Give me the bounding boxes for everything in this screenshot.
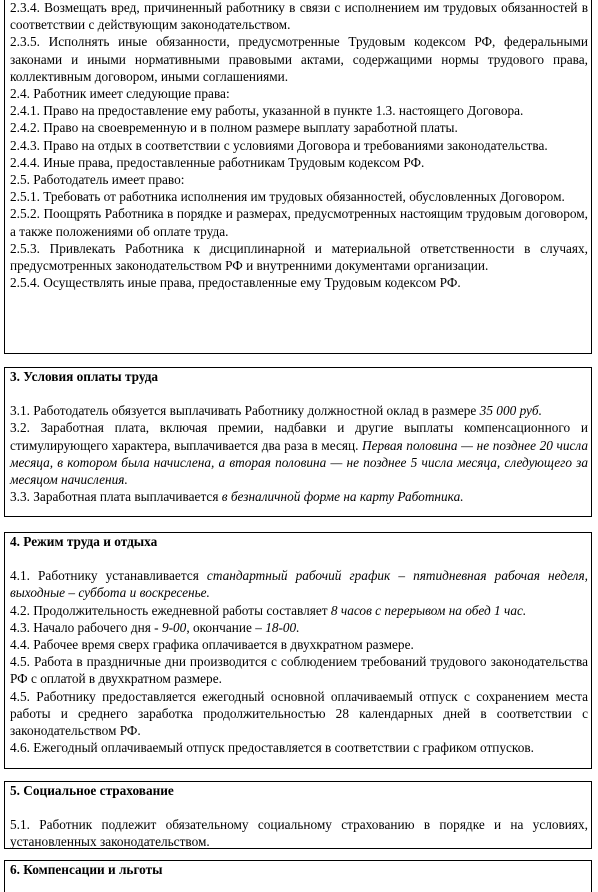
section-3-heading: 3. Условия оплаты труда <box>10 369 159 384</box>
clause-4-1-italic: стандартный рабочий график – пятидневная рабочая неделя, выходные – суббота и воскресенье. <box>10 568 588 601</box>
clause-3-3-italic: в безналичной форме на карту Работника. <box>221 489 464 505</box>
section-4-box <box>4 532 592 769</box>
clause-2-4: 2.4. Работник имеет следующие права: <box>10 86 230 102</box>
clause-4-2 <box>10 602 588 619</box>
clause-2-5-2: 2.5.2. Поощрять Работника в порядке и размерах, предусмотренных настоящим трудовым договором, а также положениями об оплате труда. <box>10 206 588 239</box>
clause-4-1 <box>10 567 588 601</box>
clause-3-3-text: 3.3. Заработная плата выплачивается <box>10 489 222 505</box>
clause-2-3-4: 2.3.4. Возмещать вред, причиненный работнику в связи с исполнением им трудовых обязанностей в соответствии с действующим законодательством. <box>10 0 588 33</box>
section-5-box <box>4 781 592 849</box>
section-5-heading: 5. Социальное страхование <box>10 783 174 798</box>
clause-2-5-1: 2.5.1. Требовать от работника исполнения им трудовых обязанностей, обусловленных Договором. <box>10 189 565 205</box>
clause-2-5: 2.5. Работодатель имеет право: <box>10 172 185 188</box>
section-3-box <box>4 367 592 517</box>
clause-3-1-italic: 35 000 руб. <box>479 403 542 419</box>
clause-5-1: 5.1. Работник подлежит обязательному социальному страхованию в порядке и на условиях, установленных законодательством. <box>10 817 588 850</box>
clause-2-4-1: 2.4.1. Право на предоставление ему работы, указанной в пункте 1.3. настоящего Договора. <box>10 103 524 119</box>
section-2-box <box>4 0 592 354</box>
clause-2-4-3: 2.4.3. Право на отдых в соответствии с условиями Договора и требованиями законодательства. <box>10 137 548 153</box>
clause-4-3-text-b: , окончание – <box>186 619 266 635</box>
clause-3-1-text: 3.1. Работодатель обязуется выплачивать Работнику должностной оклад в размере <box>10 403 480 419</box>
clause-2-5-3: 2.5.3. Привлекать Работника к дисциплинарной и материальной ответственности в случаях, предусмотренных законодательством РФ и внутренними документами организации. <box>10 240 588 274</box>
clause-2-4-2: 2.4.2. Право на своевременную и в полном размере выплату заработной платы. <box>10 120 458 136</box>
section-4-heading: 4. Режим труда и отдыха <box>10 534 158 549</box>
section-6-box <box>4 860 592 892</box>
clause-4-3-text-a: 4.3. Начало рабочего дня - <box>10 619 162 635</box>
clause-4-5-holidays: 4.5. Работа в праздничные дни производится с соблюдением требований трудового законодательства РФ с оплатой в двухкратном размере. <box>10 654 588 687</box>
clause-4-2-text: 4.2. Продолжительность ежедневной работы составляет <box>10 602 331 618</box>
clause-4-3-end-time: 18-00. <box>265 619 300 635</box>
clause-3-3 <box>10 488 588 505</box>
clause-4-1-text: 4.1. Работнику устанавливается <box>10 568 207 584</box>
clause-3-2-text: 3.2. Заработная плата, включая премии, надбавки и другие выплаты компенсационного и стимулирующего характера, выплачивается два раза в месяц. <box>10 420 588 453</box>
clause-4-4: 4.4. Рабочее время сверх графика оплачивается в двухкратном размере. <box>10 637 414 653</box>
clause-4-6: 4.6. Ежегодный оплачиваемый отпуск предоставляется в соответствии с графиком отпусков. <box>10 740 534 756</box>
clause-3-2 <box>10 419 588 488</box>
clause-4-3-start-time: 9-00 <box>161 619 187 635</box>
clause-4-3 <box>10 619 588 636</box>
clause-3-2-italic: Первая половина — не позднее 20 числа месяца, в котором была начислена, а вторая половина — не позднее 5 числа месяца, следующего за месяцом начисления. <box>10 437 589 488</box>
clause-3-1 <box>10 402 588 419</box>
clause-4-2-italic: 8 часов с перерывом на обед 1 час. <box>330 602 527 618</box>
section-6-heading: 6. Компенсации и льготы <box>10 862 163 877</box>
clause-2-5-4: 2.5.4. Осуществлять иные права, предоставленные ему Трудовым кодексом РФ. <box>10 275 461 291</box>
clause-2-4-4: 2.4.4. Иные права, предоставленные работникам Трудовым кодексом РФ. <box>10 154 425 170</box>
clause-2-3-5: 2.3.5. Исполнять иные обязанности, предусмотренные Трудовым кодексом РФ, федеральными законами и иными нормативными правовыми актами, содержащими нормы трудового права, коллективным договором, иными соглашениями. <box>10 34 588 84</box>
clause-4-5-vacation: 4.5. Работнику предоставляется ежегодный основной оплачиваемый отпуск с сохранением места работы и среднего заработка продолжительностью 28 календарных дней в соответствии с законодательством РФ. <box>10 688 588 739</box>
